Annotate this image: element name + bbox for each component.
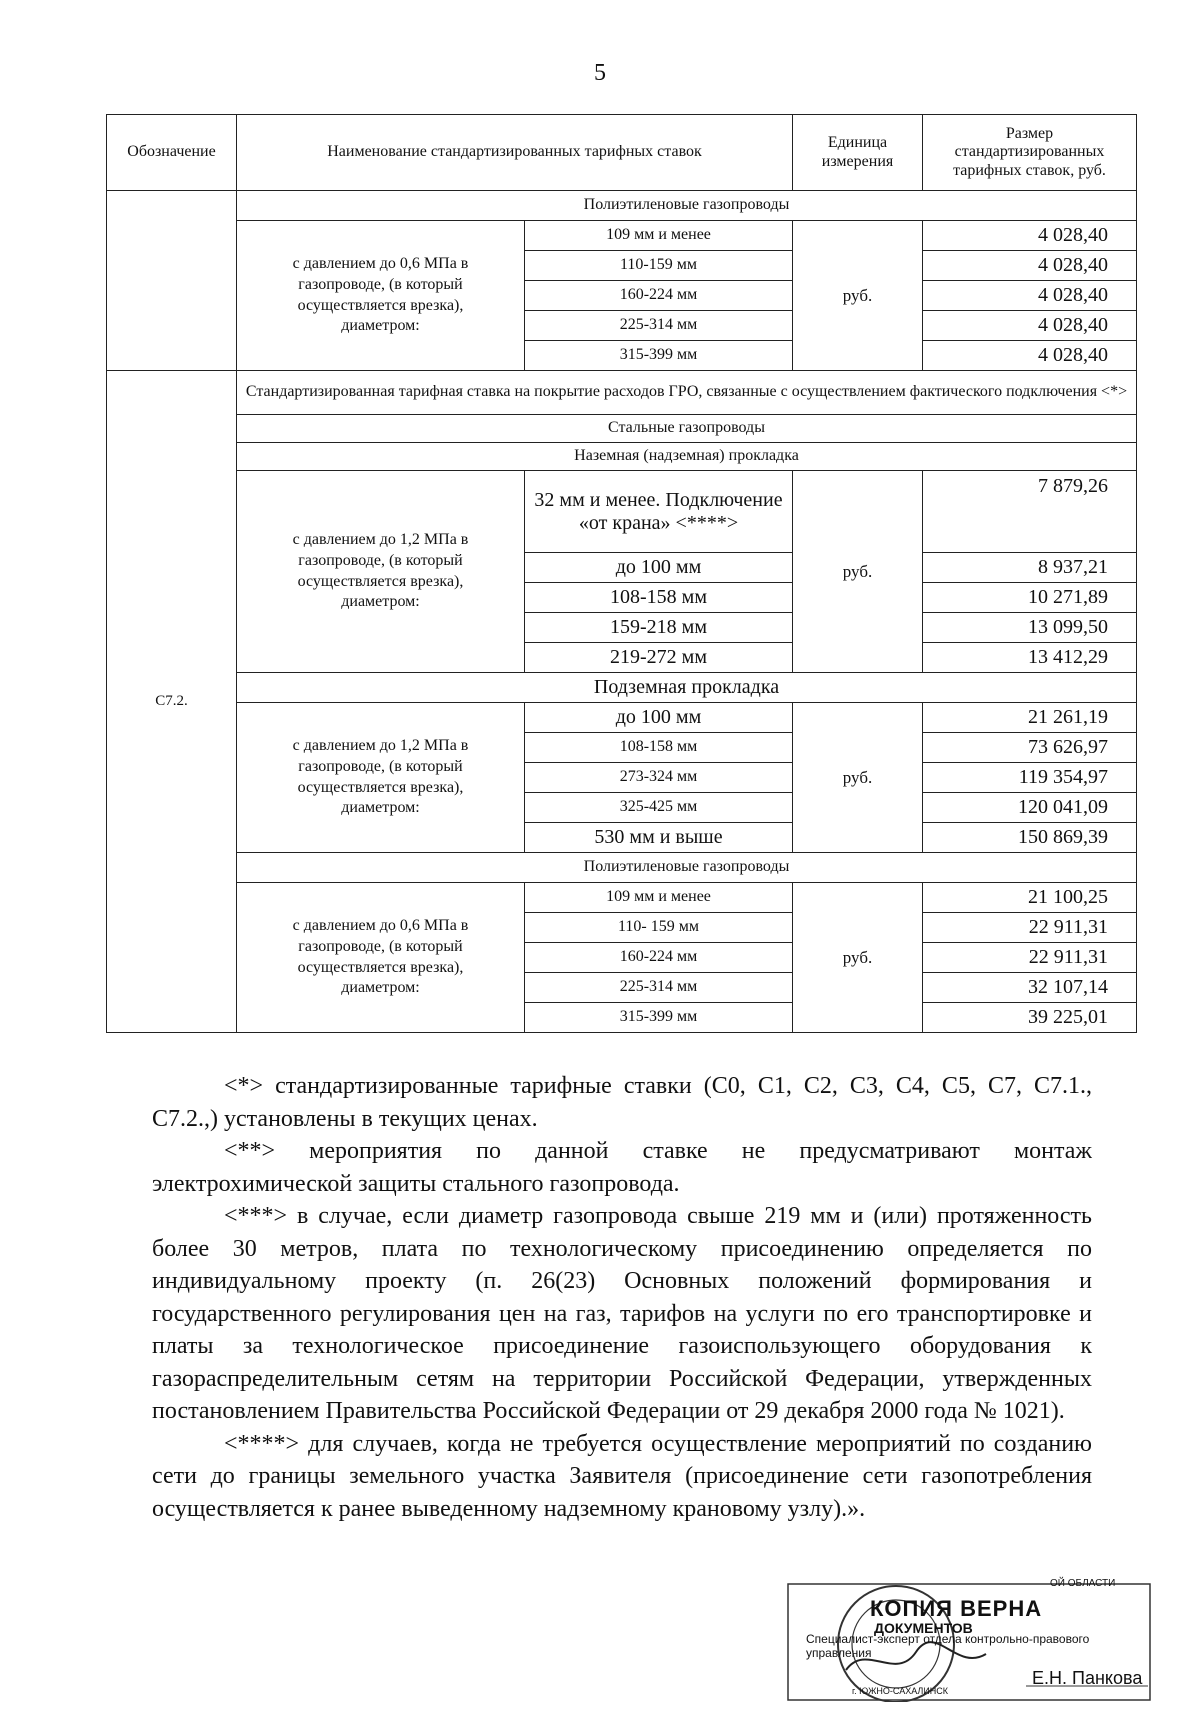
diameter-cell: 273-324 мм bbox=[525, 763, 793, 793]
diameter-cell: 108-158 мм bbox=[525, 583, 793, 613]
diameter-cell: 160-224 мм bbox=[525, 943, 793, 973]
diameter-cell: 225-314 мм bbox=[525, 311, 793, 341]
designation-c72: С7.2. bbox=[107, 371, 237, 1033]
value-cell: 8 937,21 bbox=[923, 553, 1137, 583]
header-unit: Единица измерения bbox=[793, 115, 923, 191]
condition-underground: с давлением до 1,2 МПа в газопроводе, (в который осуществляется врезка), диаметром: bbox=[237, 703, 525, 853]
value-cell: 13 099,50 bbox=[923, 613, 1137, 643]
value-cell: 22 911,31 bbox=[923, 943, 1137, 973]
footnote: <*> стандартизированные тарифные ставки (С0, С1, С2, С3, С4, С5, С7, С7.1., С7.2.,) установлены в текущих ценах. bbox=[152, 1073, 1092, 1132]
diameter-cell: 108-158 мм bbox=[525, 733, 793, 763]
table-header-row bbox=[107, 115, 1137, 191]
signatory-name: Е.Н. Панкова bbox=[1032, 1668, 1143, 1688]
diameter-cell: 530 мм и выше bbox=[525, 823, 793, 853]
diameter-cell: 225-314 мм bbox=[525, 973, 793, 1003]
section-steel: Стальные газопроводы bbox=[237, 415, 1137, 443]
diameter-cell: 325-425 мм bbox=[525, 793, 793, 823]
value-cell: 120 041,09 bbox=[923, 793, 1137, 823]
diameter-cell: 315-399 мм bbox=[525, 1003, 793, 1033]
diameter-cell: 315-399 мм bbox=[525, 341, 793, 371]
header-designation: Обозначение bbox=[107, 115, 237, 191]
footnotes bbox=[152, 1070, 1092, 1525]
section-underground: Подземная прокладка bbox=[237, 673, 1137, 703]
footnote: <***> в случае, если диаметр газопровода свыше 219 мм и (или) протяженность более 30 метров, плата по технологическому присоединению определяется по индивидуальному проекту (п. 26(23) Основных положений формирования и государственного регулирования цен на газ, тарифов на услуги по его транспортировке и платы за технологическое присоединение газоиспользующего оборудования к газораспределительным сетям на территории Российской Федерации, утвержденных постановлением Правительства Российской Федерации от 29 декабря 2000 года № 1021). bbox=[152, 1203, 1092, 1424]
value-cell: 10 271,89 bbox=[923, 583, 1137, 613]
section-poly-1: Полиэтиленовые газопроводы bbox=[237, 191, 1137, 221]
diameter-cell: до 100 мм bbox=[525, 703, 793, 733]
unit-cell: руб. bbox=[793, 883, 923, 1033]
table-row bbox=[107, 703, 1137, 733]
value-cell: 150 869,39 bbox=[923, 823, 1137, 853]
unit-cell: руб. bbox=[793, 221, 923, 371]
diameter-cell: 110- 159 мм bbox=[525, 913, 793, 943]
value-cell: 119 354,97 bbox=[923, 763, 1137, 793]
value-cell: 39 225,01 bbox=[923, 1003, 1137, 1033]
value-cell: 73 626,97 bbox=[923, 733, 1137, 763]
value-cell: 7 879,26 bbox=[923, 471, 1137, 553]
value-cell: 21 261,19 bbox=[923, 703, 1137, 733]
value-cell: 21 100,25 bbox=[923, 883, 1137, 913]
value-cell: 4 028,40 bbox=[923, 221, 1137, 251]
value-cell: 22 911,31 bbox=[923, 913, 1137, 943]
page-number: 5 bbox=[594, 60, 606, 86]
value-cell: 4 028,40 bbox=[923, 281, 1137, 311]
value-cell: 13 412,29 bbox=[923, 643, 1137, 673]
condition-ground: с давлением до 1,2 МПа в газопроводе, (в который осуществляется врезка), диаметром: bbox=[237, 471, 525, 673]
stamp-title: КОПИЯ ВЕРНА bbox=[870, 1596, 1043, 1621]
tariff-table bbox=[106, 114, 1137, 1033]
stamp-region: ОЙ ОБЛАСТИ bbox=[1050, 1578, 1116, 1589]
stamp-department: Специалист-эксперт отдела контрольно-правового управления bbox=[806, 1632, 1090, 1660]
value-cell: 4 028,40 bbox=[923, 341, 1137, 371]
diameter-cell: 109 мм и менее bbox=[525, 221, 793, 251]
diameter-cell: 219-272 мм bbox=[525, 643, 793, 673]
header-size: Размер стандартизированных тарифных ставок, руб. bbox=[923, 115, 1137, 191]
section-poly-2: Полиэтиленовые газопроводы bbox=[237, 853, 1137, 883]
diameter-cell: 159-218 мм bbox=[525, 613, 793, 643]
value-cell: 32 107,14 bbox=[923, 973, 1137, 1003]
table-row bbox=[107, 471, 1137, 553]
diameter-cell: до 100 мм bbox=[525, 553, 793, 583]
diameter-cell: 109 мм и менее bbox=[525, 883, 793, 913]
diameter-cell: 110-159 мм bbox=[525, 251, 793, 281]
footnote: <****> для случаев, когда не требуется осуществление мероприятий по созданию сети до границы земельного участка Заявителя (присоединение сети газопотребления осуществляется к ранее выведенному надземному крановому узлу).». bbox=[152, 1430, 1092, 1522]
unit-cell: руб. bbox=[793, 703, 923, 853]
value-cell: 4 028,40 bbox=[923, 311, 1137, 341]
section-c72-title: Стандартизированная тарифная ставка на покрытие расходов ГРО, связанные с осуществлением фактического подключения <*> bbox=[237, 371, 1137, 415]
unit-cell: руб. bbox=[793, 471, 923, 673]
section-ground: Наземная (надземная) прокладка bbox=[237, 443, 1137, 471]
designation-empty bbox=[107, 191, 237, 371]
footnote: <**> мероприятия по данной ставке не предусматривают монтаж электрохимической защиты стального газопровода. bbox=[152, 1138, 1092, 1197]
stamp-city: г. ЮЖНО-САХАЛИНСК bbox=[852, 1686, 949, 1696]
stamp-docs: ДОКУМЕНТОВ bbox=[874, 1620, 973, 1636]
copy-stamp bbox=[786, 1578, 1152, 1702]
header-name: Наименование стандартизированных тарифных ставок bbox=[237, 115, 793, 191]
condition-poly-1: с давлением до 0,6 МПа в газопроводе, (в который осуществляется врезка), диаметром: bbox=[237, 221, 525, 371]
diameter-cell: 160-224 мм bbox=[525, 281, 793, 311]
diameter-cell: 32 мм и менее. Подключение «от крана» <****> bbox=[525, 471, 793, 553]
table-row bbox=[107, 221, 1137, 251]
condition-poly-2: с давлением до 0,6 МПа в газопроводе, (в который осуществляется врезка), диаметром: bbox=[237, 883, 525, 1033]
table-row bbox=[107, 883, 1137, 913]
value-cell: 4 028,40 bbox=[923, 251, 1137, 281]
